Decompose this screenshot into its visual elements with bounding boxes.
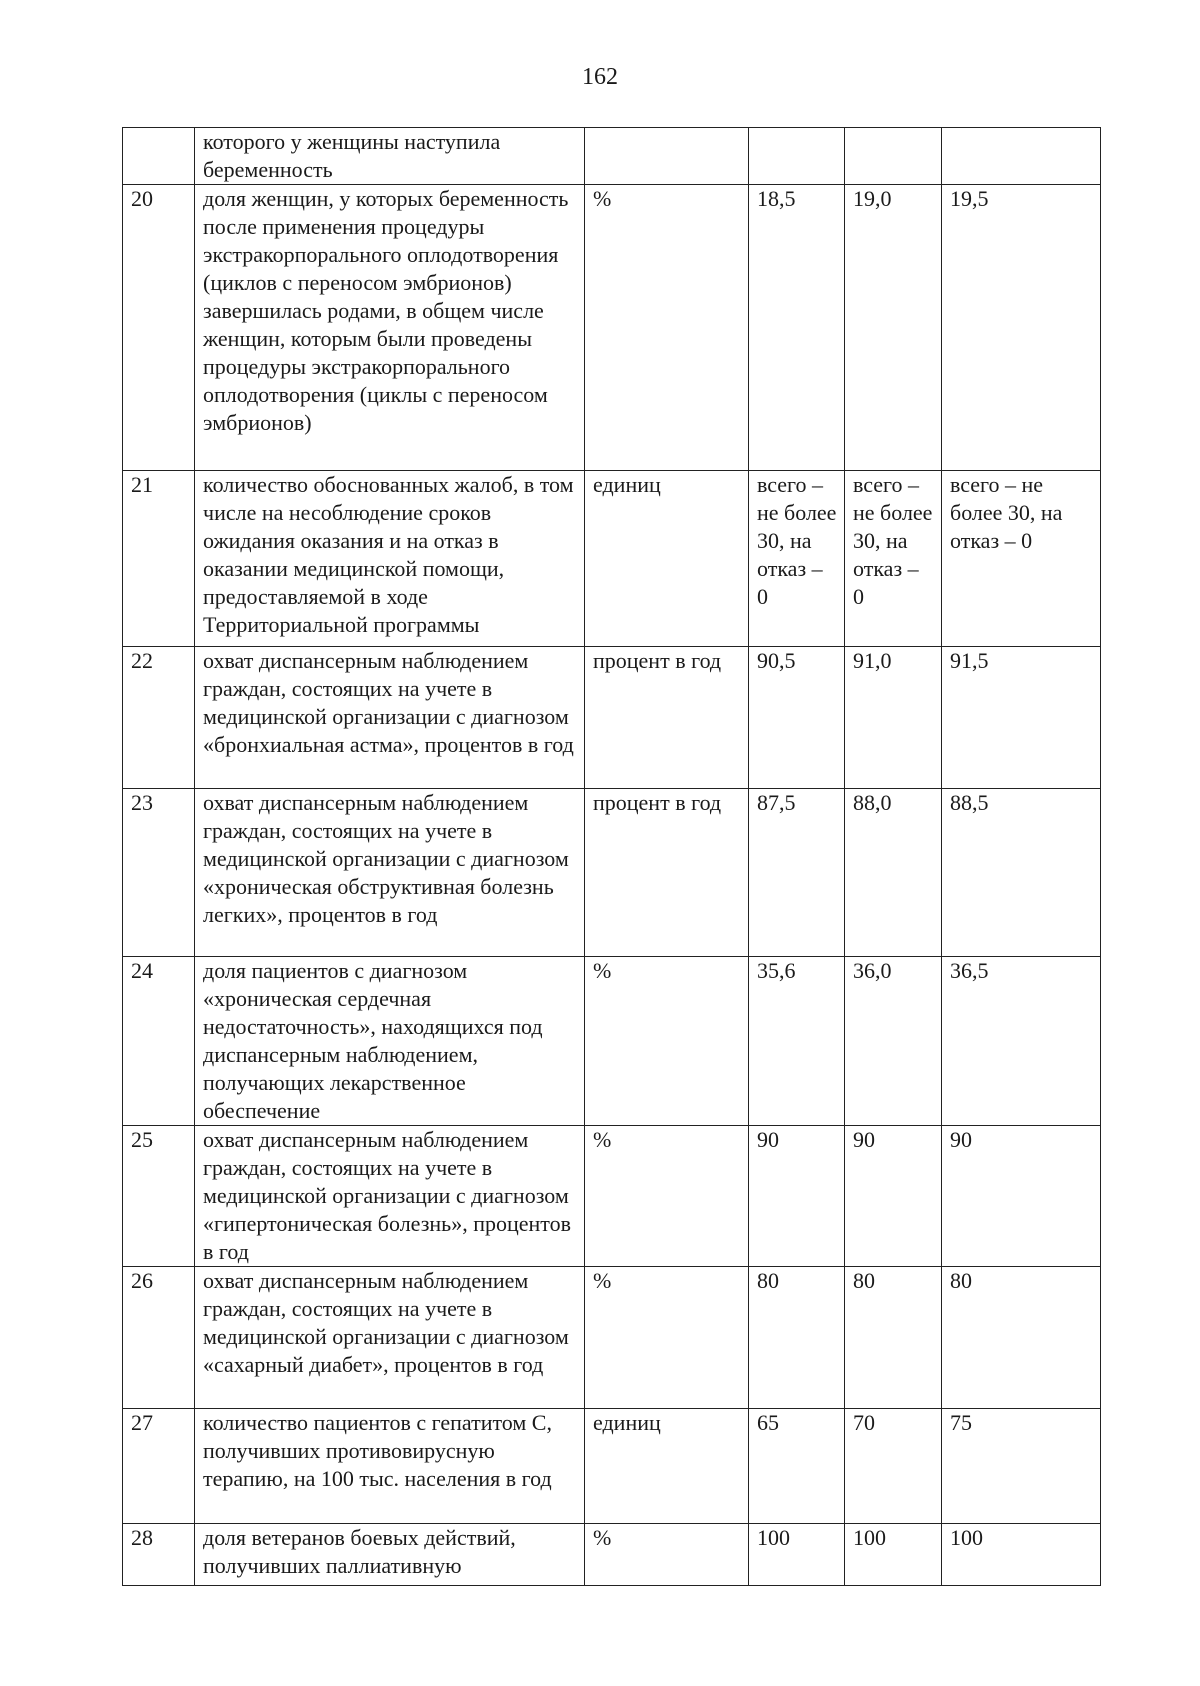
table-row — [123, 647, 1101, 789]
value-1: 18,5 — [749, 185, 845, 471]
value-3: 80 — [942, 1267, 1101, 1409]
value-3: 88,5 — [942, 789, 1101, 957]
indicator-text: доля ветеранов боевых действий, получивших паллиативную — [195, 1524, 585, 1586]
indicators-table — [122, 127, 1101, 1586]
unit-cell: процент в год — [585, 789, 749, 957]
value-2: 70 — [845, 1409, 942, 1524]
row-number: 23 — [123, 789, 195, 957]
table-row — [123, 1126, 1101, 1267]
table-row — [123, 185, 1101, 471]
unit-cell: % — [585, 1126, 749, 1267]
value-3 — [942, 128, 1101, 185]
indicator-text: охват диспансерным наблюдением граждан, состоящих на учете в медицинской организации с диагнозом «хроническая обструктивная болезнь легких», процентов в год — [195, 789, 585, 957]
value-1: 100 — [749, 1524, 845, 1586]
value-1 — [749, 128, 845, 185]
table-row — [123, 471, 1101, 647]
value-2 — [845, 128, 942, 185]
unit-cell: % — [585, 1524, 749, 1586]
value-3: всего – не более 30, на отказ – 0 — [942, 471, 1101, 647]
value-1: 90 — [749, 1126, 845, 1267]
indicator-text: охват диспансерным наблюдением граждан, состоящих на учете в медицинской организации с диагнозом «сахарный диабет», процентов в год — [195, 1267, 585, 1409]
value-2: 19,0 — [845, 185, 942, 471]
unit-cell: % — [585, 957, 749, 1126]
table-row — [123, 957, 1101, 1126]
table-row — [123, 1524, 1101, 1586]
row-number: 24 — [123, 957, 195, 1126]
value-2: всего – не более 30, на отказ – 0 — [845, 471, 942, 647]
value-2: 80 — [845, 1267, 942, 1409]
indicator-text: количество обоснованных жалоб, в том числе на несоблюдение сроков ожидания оказания и на отказ в оказании медицинской помощи, предоставляемой в ходе Территориальной программы — [195, 471, 585, 647]
unit-cell: единиц — [585, 471, 749, 647]
table-row — [123, 128, 1101, 185]
indicator-text: охват диспансерным наблюдением граждан, состоящих на учете в медицинской организации с диагнозом «бронхиальная астма», процентов в год — [195, 647, 585, 789]
row-number: 25 — [123, 1126, 195, 1267]
indicator-text: охват диспансерным наблюдением граждан, состоящих на учете в медицинской организации с диагнозом «гипертоническая болезнь», процентов в год — [195, 1126, 585, 1267]
indicator-text: доля женщин, у которых беременность после применения процедуры экстракорпорального оплодотворения (циклов с переносом эмбрионов) завершилась родами, в общем числе женщин, которым были проведены процедуры экстракорпорального оплодотворения (циклы с переносом эмбрионов) — [195, 185, 585, 471]
indicator-text: доля пациентов с диагнозом «хроническая сердечная недостаточность», находящихся под диспансерным наблюдением, получающих лекарственное обеспечение — [195, 957, 585, 1126]
page-number: 162 — [582, 64, 618, 90]
value-2: 36,0 — [845, 957, 942, 1126]
row-number: 22 — [123, 647, 195, 789]
value-3: 100 — [942, 1524, 1101, 1586]
indicator-text: которого у женщины наступила беременность — [195, 128, 585, 185]
value-2: 91,0 — [845, 647, 942, 789]
value-3: 19,5 — [942, 185, 1101, 471]
row-number: 27 — [123, 1409, 195, 1524]
unit-cell: процент в год — [585, 647, 749, 789]
value-2: 88,0 — [845, 789, 942, 957]
unit-cell — [585, 128, 749, 185]
value-3: 36,5 — [942, 957, 1101, 1126]
value-1: 80 — [749, 1267, 845, 1409]
unit-cell: % — [585, 1267, 749, 1409]
value-1: 65 — [749, 1409, 845, 1524]
row-number — [123, 128, 195, 185]
value-2: 100 — [845, 1524, 942, 1586]
unit-cell: % — [585, 185, 749, 471]
value-3: 75 — [942, 1409, 1101, 1524]
indicator-text: количество пациентов с гепатитом С, получивших противовирусную терапию, на 100 тыс. населения в год — [195, 1409, 585, 1524]
value-1: 90,5 — [749, 647, 845, 789]
value-3: 90 — [942, 1126, 1101, 1267]
value-2: 90 — [845, 1126, 942, 1267]
value-3: 91,5 — [942, 647, 1101, 789]
value-1: 87,5 — [749, 789, 845, 957]
row-number: 21 — [123, 471, 195, 647]
unit-cell: единиц — [585, 1409, 749, 1524]
row-number: 20 — [123, 185, 195, 471]
value-1: 35,6 — [749, 957, 845, 1126]
value-1: всего – не более 30, на отказ – 0 — [749, 471, 845, 647]
table-row — [123, 789, 1101, 957]
row-number: 28 — [123, 1524, 195, 1586]
row-number: 26 — [123, 1267, 195, 1409]
table-row — [123, 1409, 1101, 1524]
table-row — [123, 1267, 1101, 1409]
